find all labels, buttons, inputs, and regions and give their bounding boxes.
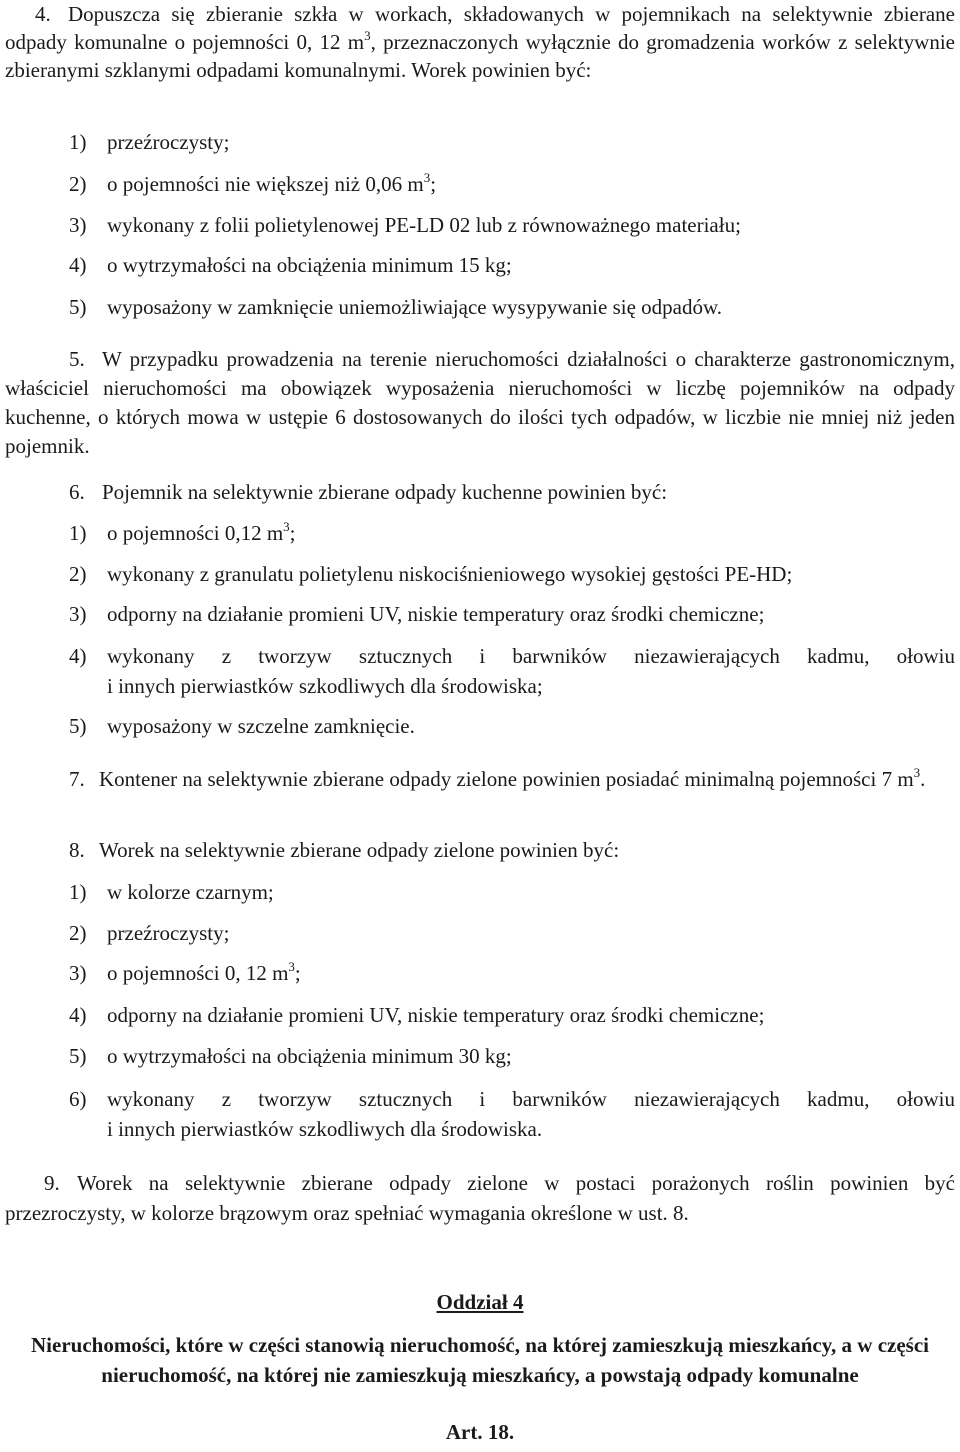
list-item-text: wykonany z granulatu polietylenu niskociśnieniowego wysokiej gęstości PE-HD; bbox=[107, 562, 793, 586]
paragraph-6 bbox=[5, 478, 955, 506]
paragraph-number: 4. bbox=[35, 2, 51, 26]
list-item-text: o pojemności 0, 12 m bbox=[107, 961, 289, 985]
list-item-number: 3) bbox=[69, 961, 87, 985]
list-item bbox=[69, 918, 955, 948]
list-item-text-end: ; bbox=[430, 172, 437, 196]
list-item bbox=[69, 877, 955, 907]
list-item-text: o pojemności nie większej niż 0,06 m bbox=[107, 172, 424, 196]
list-item bbox=[69, 210, 955, 240]
list-item bbox=[69, 127, 955, 157]
article-number: Art. 18. bbox=[445, 1420, 515, 1444]
list-item-text: w kolorze czarnym; bbox=[107, 880, 274, 904]
list-item-number: 4) bbox=[69, 253, 87, 277]
list-item-text: wykonany z tworzyw sztucznych i barwników niezawierających kadmu, ołowiu bbox=[107, 1087, 955, 1111]
paragraph-7 bbox=[5, 765, 955, 793]
paragraph-5 bbox=[5, 345, 955, 461]
section-heading bbox=[0, 1288, 960, 1316]
list-item bbox=[69, 169, 955, 199]
list-item-text: o pojemności 0,12 m bbox=[107, 521, 284, 545]
list-item-number: 5) bbox=[69, 1044, 87, 1068]
superscript: 3 bbox=[288, 959, 295, 974]
list-item-number: 4) bbox=[69, 1003, 87, 1027]
section-heading-text: Oddział 4 bbox=[436, 1290, 524, 1314]
list-item-number: 5) bbox=[69, 295, 87, 319]
list-item-text: odporny na działanie promieni UV, niskie temperatury oraz środki chemiczne; bbox=[107, 602, 765, 626]
paragraph-text: Pojemnik na selektywnie zbierane odpady kuchenne powinien być: bbox=[102, 480, 668, 504]
list-item-text: wyposażony w szczelne zamknięcie. bbox=[107, 714, 415, 738]
paragraph-number: 5. bbox=[69, 347, 85, 371]
list-item-number: 6) bbox=[69, 1087, 87, 1111]
superscript: 3 bbox=[283, 519, 290, 534]
list-item-text: odporny na działanie promieni UV, niskie temperatury oraz środki chemiczne; bbox=[107, 1003, 765, 1027]
list-item-text-cont: i innych pierwiastków szkodliwych dla środowiska. bbox=[107, 1117, 543, 1141]
list-item-number: 2) bbox=[69, 172, 87, 196]
list-item-number: 1) bbox=[69, 521, 87, 545]
list-item-text: wykonany z folii polietylenowej PE-LD 02 lub z równoważnego materiału; bbox=[107, 213, 741, 237]
list-item-line bbox=[69, 641, 955, 671]
list-item-text: przeźroczysty; bbox=[107, 130, 230, 154]
paragraph-9 bbox=[5, 1168, 955, 1228]
paragraph-text: Worek na selektywnie zbierane odpady zielone powinien być: bbox=[99, 838, 620, 862]
list-item bbox=[69, 559, 955, 589]
list-item-number: 5) bbox=[69, 714, 87, 738]
paragraph-text-end: . bbox=[920, 767, 926, 791]
list-item bbox=[69, 292, 955, 322]
list-item-number: 3) bbox=[69, 213, 87, 237]
list-item-text: przeźroczysty; bbox=[107, 921, 230, 945]
paragraph-number: 8. bbox=[69, 838, 85, 862]
list-item-text: o wytrzymałości na obciążenia minimum 30 kg; bbox=[107, 1044, 512, 1068]
list-item-text: wykonany z tworzyw sztucznych i barwników niezawierających kadmu, ołowiu bbox=[107, 644, 955, 668]
paragraph-text: W przypadku prowadzenia na terenie nieruchomości działalności o charakterze gastronomicznym, właściciel nieruchomości ma obowiązek wyposażenia nieruchomości w liczbę pojemników na odpady kuchenne, o których mowa w ustępie 6 dostosowanych do ilości tych odpadów, w liczbie nie mniej niż jeden pojemnik. bbox=[5, 347, 955, 458]
paragraph-number: 7. bbox=[69, 767, 85, 791]
paragraph-text: Kontener na selektywnie zbierane odpady zielone powinien posiadać minimalną pojemności 7 m bbox=[99, 767, 914, 791]
list-item-number: 2) bbox=[69, 921, 87, 945]
paragraph-8 bbox=[5, 836, 955, 864]
list-item bbox=[69, 711, 955, 741]
list-item-number: 1) bbox=[69, 130, 87, 154]
section-title: Nieruchomości, które w części stanowią nieruchomość, na której zamieszkują mieszkańcy, a w części nieruchomość, na której nie zamieszkują mieszkańcy, a powstają odpady komunalne bbox=[31, 1333, 929, 1387]
list-item-text-end: ; bbox=[289, 521, 296, 545]
list-item bbox=[69, 518, 955, 548]
list-item-text: o wytrzymałości na obciążenia minimum 15 kg; bbox=[107, 253, 512, 277]
paragraph-text: Dopuszcza się zbieranie szkła w workach, składowanych w pojemnikach na selektywnie zbierane odpady komunalne o pojemności 0, 12 m bbox=[5, 2, 955, 54]
list-item-number: 2) bbox=[69, 562, 87, 586]
paragraph-number: 9. bbox=[44, 1171, 60, 1195]
list-item bbox=[69, 1041, 955, 1071]
paragraph-text-cont: , przeznaczonych wyłącznie do gromadzenia worków z selektywnie zbieranymi szklanymi odpadami komunalnymi. Worek powinien być: bbox=[5, 30, 955, 82]
list-item-text-cont: i innych pierwiastków szkodliwych dla środowiska; bbox=[107, 674, 543, 698]
list-item-text-end: ; bbox=[294, 961, 301, 985]
superscript: 3 bbox=[913, 765, 921, 780]
list-item-number: 3) bbox=[69, 602, 87, 626]
superscript: 3 bbox=[364, 28, 371, 43]
list-item-number: 1) bbox=[69, 880, 87, 904]
list-item bbox=[69, 1084, 955, 1144]
list-item bbox=[69, 1000, 955, 1030]
paragraph-number: 6. bbox=[69, 480, 85, 504]
list-item bbox=[69, 958, 955, 988]
paragraph-text: Worek na selektywnie zbierane odpady zielone w postaci porażonych roślin powinien być przezroczysty, w kolorze brązowym oraz spełniać wymagania określone w ust. 8. bbox=[5, 1171, 955, 1225]
list-item bbox=[69, 599, 955, 629]
list-item bbox=[69, 641, 955, 701]
list-item-number: 4) bbox=[69, 644, 87, 668]
list-item-text: wyposażony w zamknięcie uniemożliwiające wysypywanie się odpadów. bbox=[107, 295, 723, 319]
superscript: 3 bbox=[423, 170, 431, 185]
list-item-line bbox=[69, 1084, 955, 1114]
paragraph-4 bbox=[5, 0, 955, 84]
list-item bbox=[69, 250, 955, 280]
